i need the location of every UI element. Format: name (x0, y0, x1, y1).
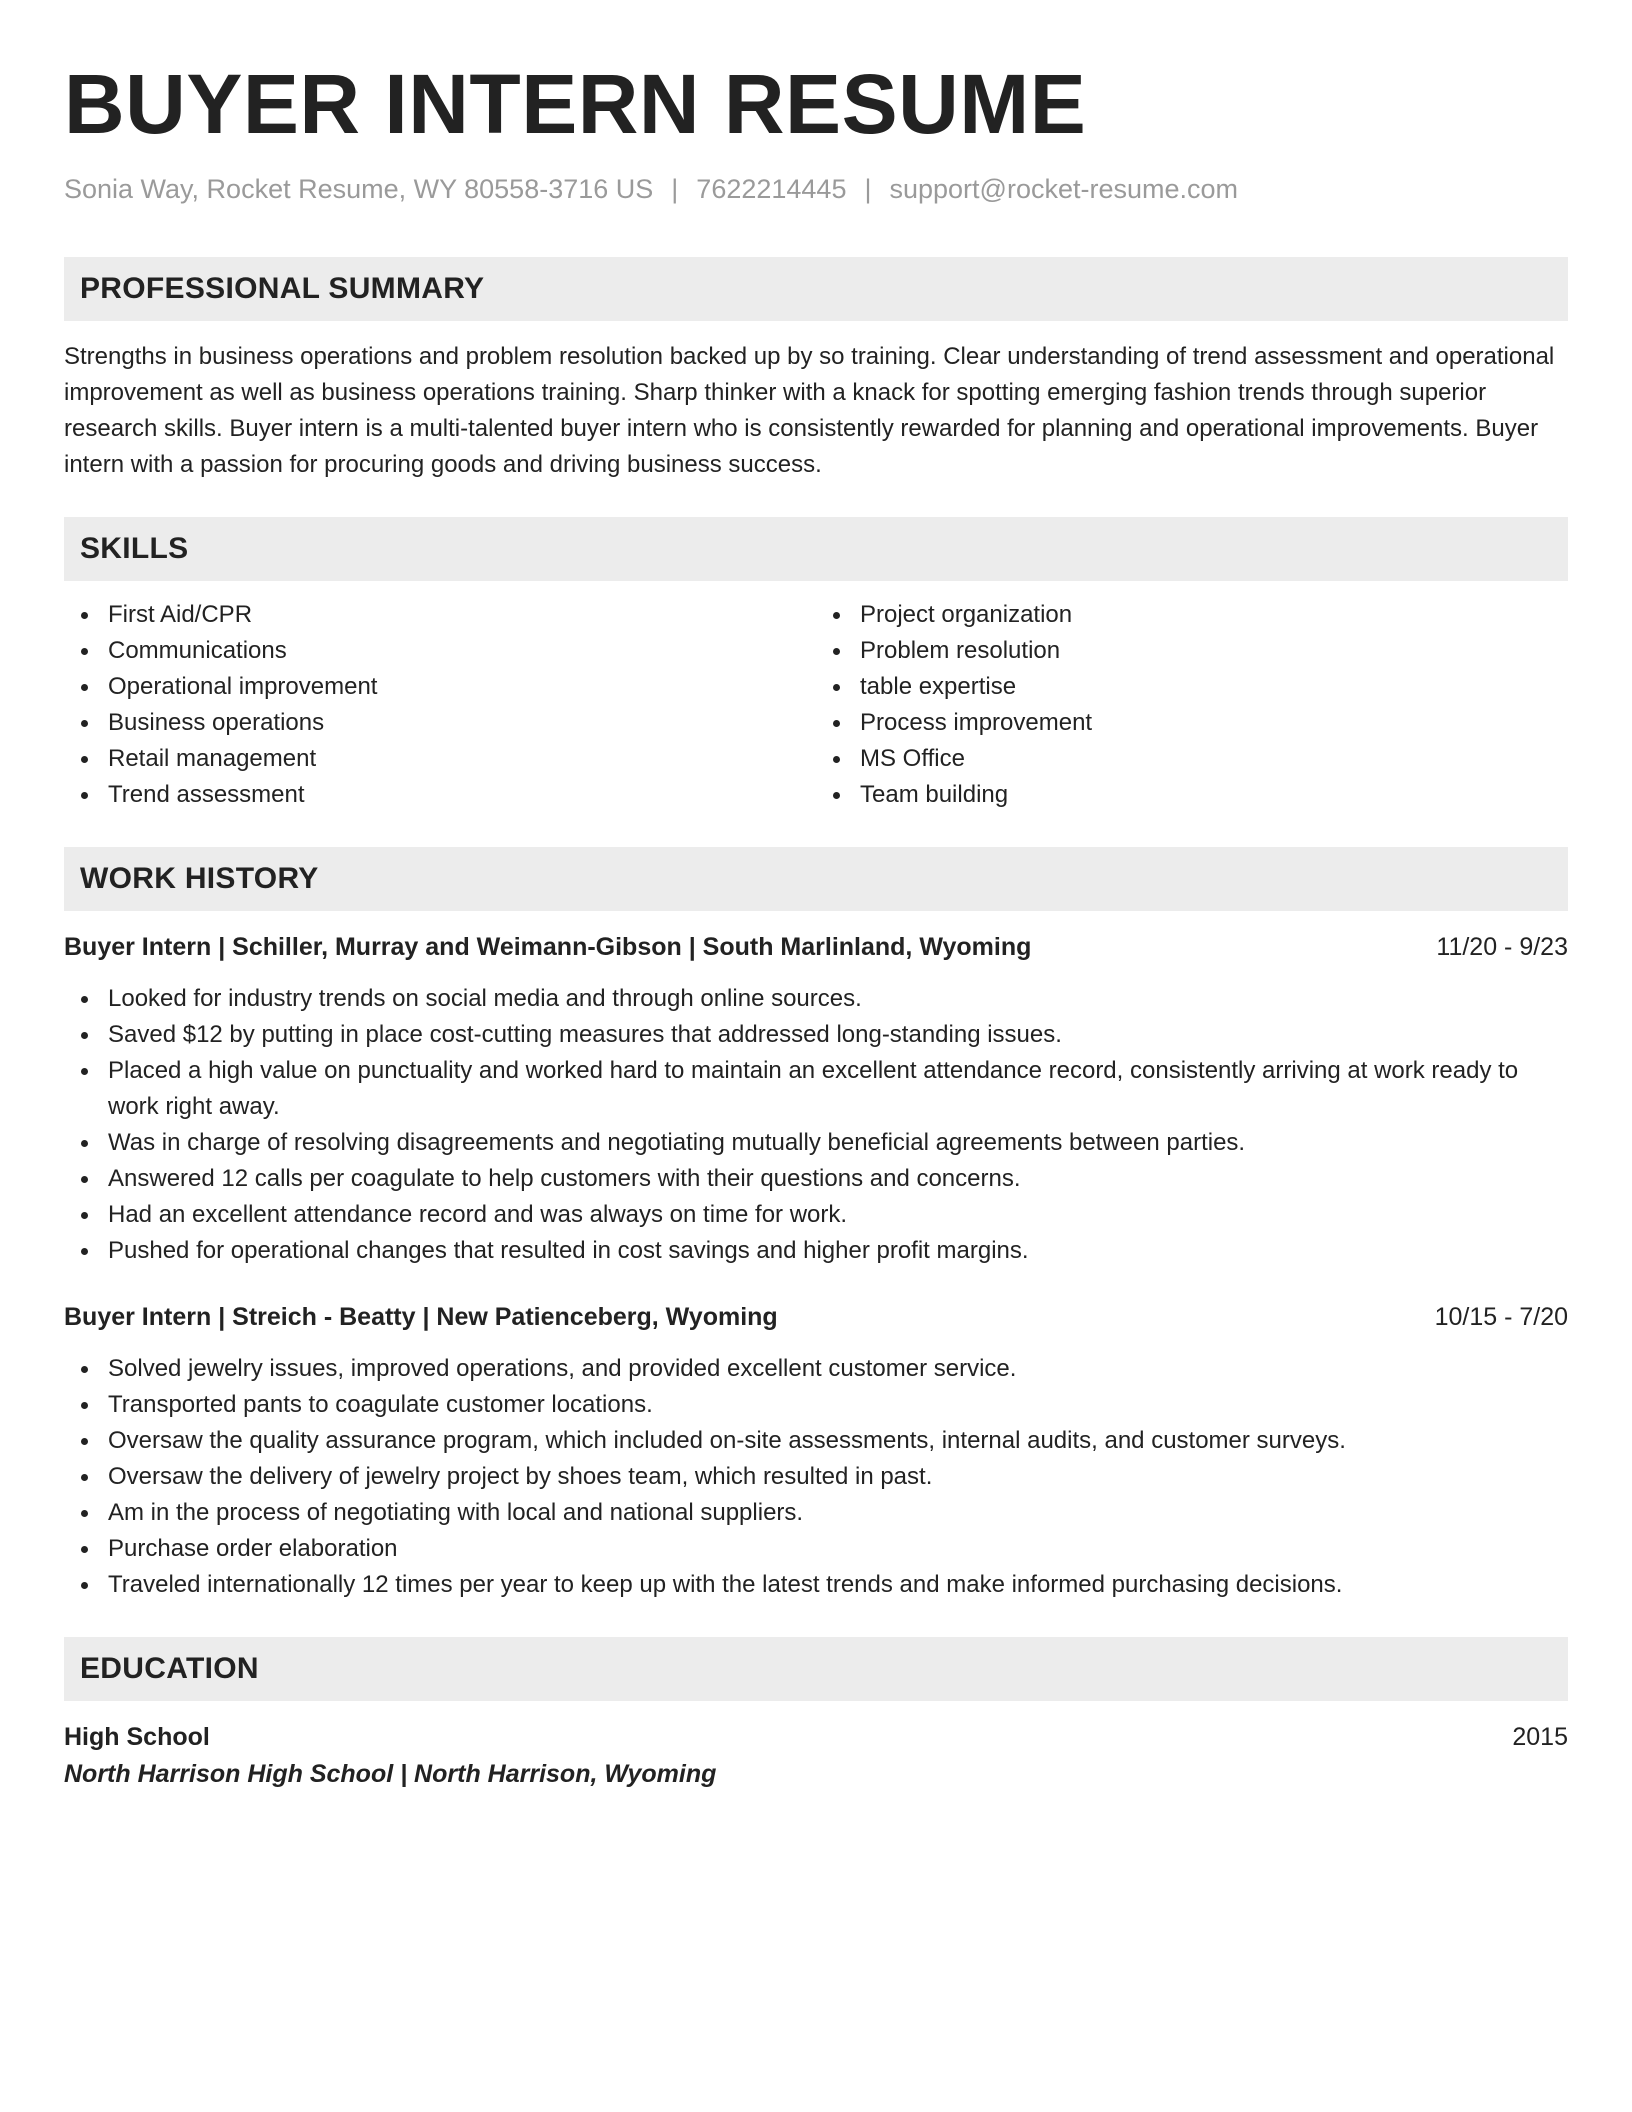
summary-section-header (64, 257, 1568, 321)
job-title: Buyer Intern | Schiller, Murray and Weimann-Gibson | South Marlinland, Wyoming (64, 933, 1032, 962)
job-entry (64, 929, 1568, 1269)
job-bullet: Was in charge of resolving disagreements and negotiating mutually beneficial agreements between parties. (108, 1125, 1568, 1161)
skill-item: Problem resolution (860, 633, 1568, 669)
job-header (64, 1299, 1568, 1335)
contact-line (64, 172, 1568, 207)
contact-email: support@rocket-resume.com (889, 174, 1239, 204)
job-header (64, 929, 1568, 965)
skill-item: Project organization (860, 597, 1568, 633)
skill-item: Process improvement (860, 705, 1568, 741)
job-bullet: Saved $12 by putting in place cost-cutting measures that addressed long-standing issues. (108, 1017, 1568, 1053)
job-bullet: Solved jewelry issues, improved operations, and provided excellent customer service. (108, 1351, 1568, 1387)
job-title: Buyer Intern | Streich - Beatty | New Patienceberg, Wyoming (64, 1303, 778, 1332)
skill-item: Business operations (108, 705, 816, 741)
job-bullet: Purchase order elaboration (108, 1531, 1568, 1567)
job-bullet: Answered 12 calls per coagulate to help customers with their questions and concerns. (108, 1161, 1568, 1197)
skill-item: Communications (108, 633, 816, 669)
skill-item: MS Office (860, 741, 1568, 777)
skills-column-right (816, 597, 1568, 813)
skill-item: Retail management (108, 741, 816, 777)
skill-item: First Aid/CPR (108, 597, 816, 633)
job-dates: 10/15 - 7/20 (1434, 1303, 1568, 1332)
work-section-title: WORK HISTORY (80, 862, 319, 896)
skill-item: Operational improvement (108, 669, 816, 705)
summary-section-title: PROFESSIONAL SUMMARY (80, 272, 485, 306)
skills-section-title: SKILLS (80, 532, 189, 566)
job-bullet: Am in the process of negotiating with local and national suppliers. (108, 1495, 1568, 1531)
job-bullet: Traveled internationally 12 times per year to keep up with the latest trends and make informed purchasing decisions. (108, 1567, 1568, 1603)
education-school: North Harrison High School | North Harrison, Wyoming (64, 1760, 717, 1789)
job-entry (64, 1299, 1568, 1603)
contact-separator: | (864, 174, 872, 204)
contact-phone: 7622214445 (696, 174, 847, 204)
skills-list (64, 597, 1568, 813)
summary-text: Strengths in business operations and problem resolution backed up by so training. Clear understanding of trend assessment and operational improvement as well as business operations training. Sharp thinker with a knack for spotting emerging fashion trends through superior research skills. Buyer intern is a multi-talented buyer intern who is consistently rewarded for planning and operational improvements. Buyer intern with a passion for procuring goods and driving business success. (64, 343, 1555, 479)
skills-section-header (64, 517, 1568, 581)
job-bullet: Had an excellent attendance record and was always on time for work. (108, 1197, 1568, 1233)
job-bullet: Oversaw the delivery of jewelry project by shoes team, which resulted in past. (108, 1459, 1568, 1495)
education-section-header (64, 1637, 1568, 1701)
education-year: 2015 (1512, 1723, 1568, 1752)
skill-item: table expertise (860, 669, 1568, 705)
skills-column-left (64, 597, 816, 813)
contact-address: Sonia Way, Rocket Resume, WY 80558-3716 US (64, 174, 654, 204)
education-header (64, 1719, 1568, 1755)
job-bullet: Placed a high value on punctuality and worked hard to maintain an excellent attendance record, consistently arriving at work ready to work right away. (108, 1053, 1568, 1125)
skill-item: Team building (860, 777, 1568, 813)
job-bullet: Transported pants to coagulate customer locations. (108, 1387, 1568, 1423)
resume-title: BUYER INTERN RESUME (64, 57, 1087, 151)
work-section-header (64, 847, 1568, 911)
contact-separator: | (671, 174, 679, 204)
education-degree: High School (64, 1723, 210, 1752)
job-bullet: Oversaw the quality assurance program, which included on-site assessments, internal audits, and customer surveys. (108, 1423, 1568, 1459)
job-dates: 11/20 - 9/23 (1436, 933, 1568, 962)
job-bullets (64, 981, 1568, 1269)
education-section-title: EDUCATION (80, 1652, 259, 1686)
job-bullets (64, 1351, 1568, 1603)
job-bullet: Looked for industry trends on social media and through online sources. (108, 981, 1568, 1017)
skill-item: Trend assessment (108, 777, 816, 813)
job-bullet: Pushed for operational changes that resulted in cost savings and higher profit margins. (108, 1233, 1568, 1269)
